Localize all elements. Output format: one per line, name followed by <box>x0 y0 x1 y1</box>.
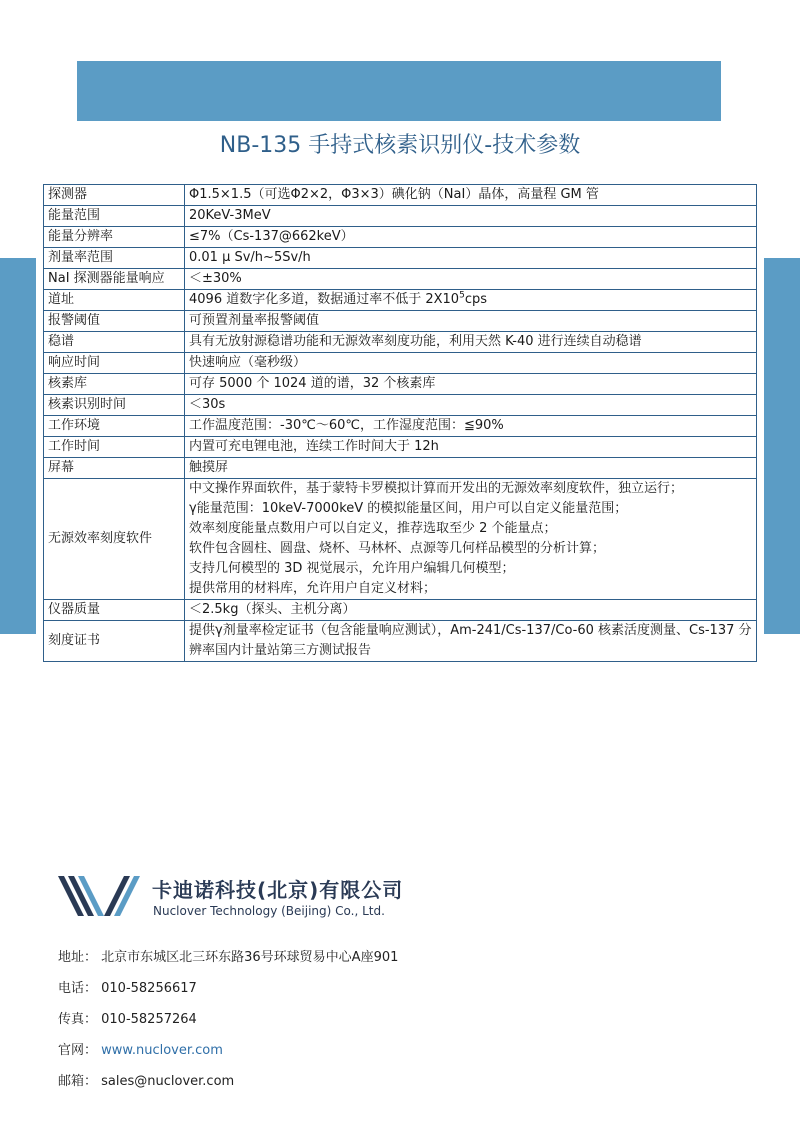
table-row <box>44 374 757 395</box>
spec-value: 0.01 μ Sv/h~5Sv/h <box>185 248 757 269</box>
website-label: 官网： <box>58 1043 102 1058</box>
table-row <box>44 416 757 437</box>
spec-value: ≤7%（Cs-137@662keV） <box>185 227 757 248</box>
spec-key: 无源效率刻度软件 <box>44 479 185 600</box>
spec-value: 20KeV-3MeV <box>185 206 757 227</box>
spec-key: 屏幕 <box>44 458 185 479</box>
table-row <box>44 311 757 332</box>
table-row <box>44 248 757 269</box>
website-link[interactable]: www.nuclover.com <box>101 1043 223 1058</box>
spec-key: NaI 探测器能量响应 <box>44 269 185 290</box>
spec-key: 响应时间 <box>44 353 185 374</box>
spec-key: 刻度证书 <box>44 621 185 662</box>
table-row <box>44 395 757 416</box>
spec-value-unit: cps <box>464 292 487 307</box>
spec-value: ＜±30% <box>185 269 757 290</box>
table-row <box>44 353 757 374</box>
spec-key: 核素库 <box>44 374 185 395</box>
spec-value: 可预置剂量率报警阈值 <box>185 311 757 332</box>
spec-key: 剂量率范围 <box>44 248 185 269</box>
left-side-band <box>0 258 36 634</box>
spec-value <box>185 290 757 311</box>
spec-value: 快速响应（毫秒级） <box>185 353 757 374</box>
company-name-en: Nuclover Technology (Beijing) Co., Ltd. <box>153 904 385 918</box>
contact-website <box>58 1039 223 1058</box>
spec-value: 具有无放射源稳谱功能和无源效率刻度功能，利用天然 K-40 进行连续自动稳谱 <box>185 332 757 353</box>
spec-key: 工作环境 <box>44 416 185 437</box>
table-row <box>44 600 757 621</box>
company-name-cn: 卡迪诺科技(北京)有限公司 <box>152 878 404 902</box>
spec-value: 内置可充电锂电池，连续工作时间大于 12h <box>185 437 757 458</box>
superscript: 5 <box>459 290 465 301</box>
spec-value <box>185 479 757 600</box>
right-side-band <box>764 258 800 634</box>
table-row <box>44 479 757 600</box>
table-row <box>44 269 757 290</box>
table-row <box>44 437 757 458</box>
spec-key: 仪器质量 <box>44 600 185 621</box>
page-title: NB-135 手持式核素识别仪-技术参数 <box>219 133 581 158</box>
table-row <box>44 206 757 227</box>
spec-value: 工作温度范围：-30℃～60℃，工作湿度范围：≦90% <box>185 416 757 437</box>
table-row <box>44 332 757 353</box>
spec-value: Φ1.5×1.5（可选Φ2×2，Φ3×3）碘化钠（NaI）晶体，高量程 GM 管 <box>185 185 757 206</box>
spec-key: 核素识别时间 <box>44 395 185 416</box>
spec-key: 道址 <box>44 290 185 311</box>
software-line: 支持几何模型的 3D 视觉展示，允许用户编辑几何模型； <box>189 561 515 576</box>
software-line: γ能量范围：10keV-7000keV 的模拟能量区间，用户可以自定义能量范围； <box>189 501 628 516</box>
spec-table <box>43 184 757 662</box>
spec-key: 能量范围 <box>44 206 185 227</box>
software-line: 效率刻度能量点数用户可以自定义，推荐选取至少 2 个能量点； <box>189 521 557 536</box>
spec-key: 能量分辨率 <box>44 227 185 248</box>
contact-address: 地址： 北京市东城区北三环东路36号环球贸易中心A座901 <box>58 950 399 965</box>
software-line: 提供常用的材料库，允许用户自定义材料； <box>189 581 437 596</box>
contact-phone: 电话： 010-58256617 <box>58 981 197 996</box>
spec-value: ＜2.5kg（探头、主机分离） <box>185 600 757 621</box>
spec-value: 提供γ剂量率检定证书（包含能量响应测试），Am-241/Cs-137/Co-60 核素活度测量、Cs-137 分辨率国内计量站第三方测试报告 <box>185 621 757 662</box>
table-row <box>44 458 757 479</box>
software-line: 软件包含圆柱、圆盘、烧杯、马林杯、点源等几何样品模型的分析计算； <box>189 541 606 556</box>
spec-key: 稳谱 <box>44 332 185 353</box>
table-row <box>44 290 757 311</box>
table-row <box>44 227 757 248</box>
spec-value: 触摸屏 <box>185 458 757 479</box>
spec-key: 探测器 <box>44 185 185 206</box>
contact-email[interactable]: 邮箱： sales@nuclover.com <box>58 1074 235 1089</box>
table-row <box>44 185 757 206</box>
software-line: 中文操作界面软件，基于蒙特卡罗模拟计算而开发出的无源效率刻度软件，独立运行； <box>189 481 684 496</box>
spec-key: 报警阈值 <box>44 311 185 332</box>
spec-value: 可存 5000 个 1024 道的谱，32 个核素库 <box>185 374 757 395</box>
table-row <box>44 621 757 662</box>
top-banner <box>77 61 721 121</box>
spec-value-text: 4096 道数字化多道，数据通过率不低于 2X10 <box>189 292 460 307</box>
company-logo <box>58 876 140 916</box>
spec-value: ＜30s <box>185 395 757 416</box>
contact-fax: 传真： 010-58257264 <box>58 1012 197 1027</box>
spec-key: 工作时间 <box>44 437 185 458</box>
